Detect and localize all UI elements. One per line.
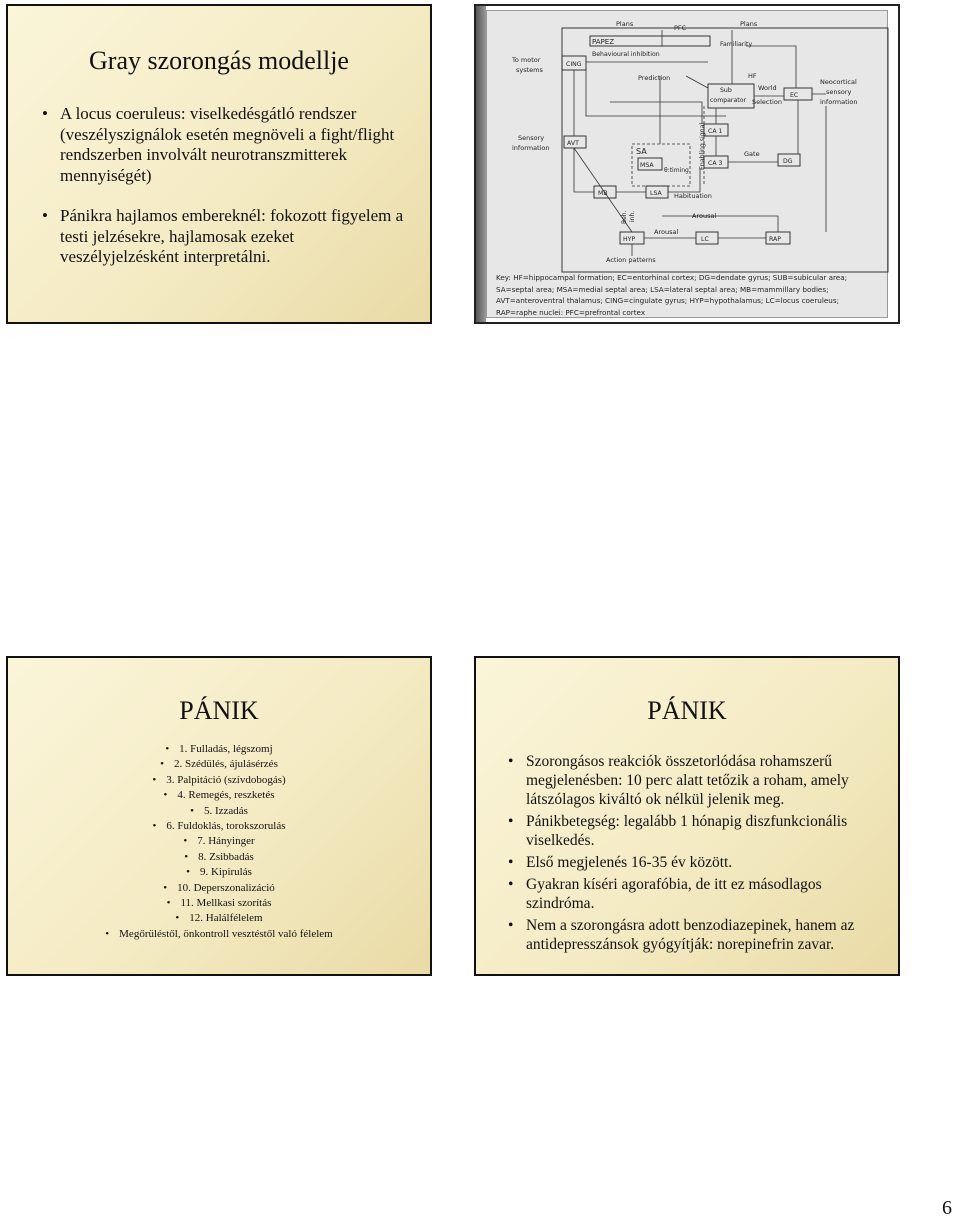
- label-inh: inh.: [629, 210, 636, 222]
- slide-title: Gray szorongás modellje: [89, 46, 349, 75]
- label-selection: Selection: [752, 98, 782, 106]
- label-information: information: [820, 98, 858, 106]
- label-habituation: Habituation: [674, 192, 712, 200]
- label-to-motor: To motor: [512, 56, 541, 64]
- list-item: • 12. Halálfélelem: [175, 912, 263, 925]
- symptom-list: [8, 742, 430, 942]
- bullet-item: • Első megjelenés 16-35 év között.: [526, 853, 876, 872]
- key-line: AVT=anteroventral thalamus; CING=cingulate gyrus; HYP=hypothalamus; LC=locus coeruleus;: [496, 296, 839, 306]
- label-sensory: sensory: [826, 88, 852, 96]
- label-plans: Plans: [740, 20, 758, 28]
- slide-panik-description: [474, 656, 900, 976]
- bullet-list: [60, 104, 410, 268]
- label-world: World: [758, 84, 777, 92]
- label-familiarity: Familiarity: [720, 41, 753, 48]
- label-comparator: comparator: [710, 97, 747, 104]
- label-action-patterns: Action patterns: [606, 256, 656, 264]
- label-hyp: HYP: [623, 236, 636, 243]
- list-item: • 1. Fulladás, légszomj: [165, 743, 273, 755]
- bullet-list: [526, 752, 876, 954]
- bullet-item: • Pánikbetegség: legalább 1 hónapig diszfunkcionális viselkedés.: [526, 812, 876, 850]
- key-line: Key: HF=hippocampal formation; EC=entorhinal cortex; DG=dendate gyrus; SUB=subicular area;: [496, 273, 848, 282]
- label-prediction: Prediction: [638, 74, 671, 82]
- label-beh: Beh.: [621, 210, 628, 224]
- label-msa: MSA: [640, 162, 654, 169]
- list-item: • 4. Remegés, reszketés: [163, 789, 275, 802]
- label-dg: DG: [783, 158, 793, 165]
- diagram-border: [562, 28, 888, 272]
- label-sa: SA: [636, 147, 647, 156]
- label-pfc: PFC: [674, 24, 687, 32]
- label-avt: AVT: [567, 140, 579, 147]
- label-theta-timing: θ:timing: [664, 167, 689, 174]
- label-systems: systems: [516, 66, 543, 74]
- label-sensory-information: Sensory: [518, 134, 545, 142]
- slide-title: PÁNIK: [179, 696, 259, 725]
- list-item: • 7. Hányinger: [183, 835, 255, 848]
- list-item: • Megőrüléstől, önkontroll vesztéstől való félelem: [105, 927, 333, 940]
- label-ec: EC: [790, 92, 799, 99]
- label-ca1: CA 1: [708, 128, 723, 135]
- label-ca3: CA 3: [708, 160, 723, 167]
- label-enabling-signal: Enabling signal: [699, 122, 706, 170]
- label-lsa: LSA: [650, 190, 662, 197]
- key-line: SA=septal area; MSA=medial septal area; LSA=lateral septal area; MB=mammillary bodies;: [496, 284, 829, 294]
- bullet-item: • A locus coeruleus: viselkedésgátló rendszer (veszélyszignálok esetén megnöveli a fight/flight rendszerben involvált neurotranszmitterek mennyiségét): [60, 104, 410, 186]
- key-line: RAP=raphe nuclei: PFC=prefrontal cortex: [496, 307, 646, 317]
- list-item: • 2. Szédülés, ájulásérzés: [160, 758, 278, 771]
- label-lc: LC: [701, 236, 709, 243]
- label-plans: Plans: [616, 20, 634, 28]
- slide-diagram: [474, 4, 900, 324]
- slide-panik-symptoms: [6, 656, 432, 976]
- slide-gray-model: [6, 4, 432, 324]
- label-mb: MB: [598, 190, 608, 197]
- list-item: • 11. Mellkasi szorítás: [166, 897, 272, 910]
- list-item: • 3. Palpitáció (szívdobogás): [152, 773, 286, 786]
- label-arousal: Arousal: [692, 212, 717, 220]
- label-gate: Gate: [744, 150, 760, 158]
- label-sensory-information: information: [512, 144, 550, 152]
- page-number: 6: [942, 1197, 952, 1219]
- list-item: • 5. Izzadás: [190, 804, 248, 817]
- label-papez: PAPEZ: [592, 38, 615, 46]
- slide-title: PÁNIK: [647, 696, 727, 725]
- list-item: • 9. Kipirulás: [186, 866, 252, 879]
- label-sub: Sub: [720, 87, 732, 94]
- label-rap: RAP: [769, 236, 782, 243]
- label-hf: HF: [748, 72, 757, 80]
- label-behavioural-inhibition: Behavioural inhibition: [592, 51, 660, 58]
- bullet-item: • Szorongásos reakciók összetorlódása rohamszerű megjelenésben: 10 perc alatt tetőzik a roham, amely látszólagos kiváltó ok nélkül jelenik meg.: [526, 752, 876, 809]
- list-item: • 10. Deperszonalizáció: [163, 881, 275, 894]
- label-neocortical: Neocortical: [820, 78, 857, 86]
- bullet-item: • Nem a szorongásra adott benzodiazepinek, hanem az antidepresszánsok gyógyítják: norepinefrin zavar.: [526, 916, 876, 954]
- bullet-item: • Pánikra hajlamos embereknél: fokozott figyelem a testi jelzésekre, hajlamosak ezeket veszélyjelzésként interpretálni.: [60, 206, 410, 268]
- label-cing: CING: [566, 61, 582, 68]
- list-item: • 8. Zsibbadás: [184, 850, 254, 863]
- list-item: • 6. Fuldoklás, torokszorulás: [152, 820, 286, 833]
- bullet-item: • Gyakran kíséri agorafóbia, de itt ez másodlagos szindróma.: [526, 875, 876, 913]
- label-arousal: Arousal: [654, 228, 679, 236]
- diagram-key: [496, 272, 880, 318]
